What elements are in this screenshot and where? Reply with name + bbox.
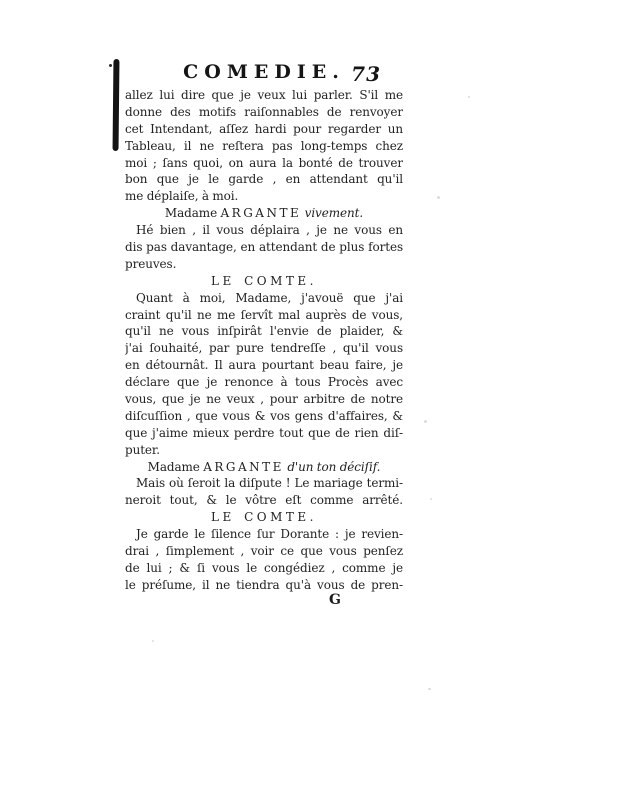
text-segment: bon que je le garde , en attendant qu'il bbox=[125, 172, 403, 187]
text-segment: j'ai ſouhaité, par pure tendreſſe , qu'il vous bbox=[125, 341, 403, 356]
text-segment: diſcuſſion , que vous & vos gens d'affaires, & bbox=[125, 408, 403, 423]
text-line bbox=[125, 560, 403, 577]
text-segment: vivement. bbox=[301, 206, 364, 221]
text-segment: que j'aime mieux perdre tout que de rien diſ- bbox=[125, 425, 403, 440]
text-segment: d'un ton déciſif. bbox=[283, 459, 381, 474]
text-line bbox=[125, 104, 403, 121]
text-segment: ARGANTE bbox=[203, 459, 284, 474]
text-line bbox=[125, 442, 403, 459]
page-number: 73 bbox=[351, 62, 381, 86]
text-segment: craint qu'il ne me ſervît mal auprès de vous, bbox=[125, 307, 403, 322]
ink-spot bbox=[109, 64, 112, 67]
text-line bbox=[125, 273, 403, 290]
running-head bbox=[125, 61, 403, 87]
text-line bbox=[125, 408, 403, 425]
text-line bbox=[125, 239, 403, 256]
text-line bbox=[125, 425, 403, 442]
paper-speck bbox=[430, 498, 432, 500]
text-segment: allez lui dire que je veux lui parler. S'il me bbox=[125, 88, 403, 102]
text-segment: de lui ; & ſi vous le congédiez , comme je bbox=[125, 560, 403, 575]
text-block bbox=[125, 87, 403, 594]
text-segment: neroit tout, & le vôtre eſt comme arrêté. bbox=[125, 493, 403, 508]
text-segment: Quant à moi, Madame, j'avouë que j'ai bbox=[136, 290, 403, 305]
text-line bbox=[125, 121, 403, 138]
text-segment: Je garde le ſilence ſur Dorante : je revien- bbox=[136, 527, 403, 542]
text-segment: Hé bien , il vous déplaira , je ne vous en bbox=[136, 223, 403, 238]
paper-speck bbox=[424, 420, 427, 423]
paper-speck bbox=[152, 640, 154, 642]
text-segment: puter. bbox=[125, 442, 160, 457]
text-line bbox=[125, 459, 403, 476]
text-segment: en détournât. Il aura pourtant beau faire, je bbox=[125, 358, 403, 373]
paper-speck bbox=[437, 196, 440, 199]
text-segment: dis pas davantage, en attendant de plus fortes bbox=[125, 240, 403, 255]
text-segment: LE COMTE. bbox=[211, 273, 317, 288]
text-line bbox=[125, 475, 403, 492]
text-line bbox=[125, 509, 403, 526]
text-line bbox=[125, 256, 403, 273]
text-segment: Madame bbox=[147, 459, 204, 474]
text-line bbox=[125, 492, 403, 509]
text-line bbox=[125, 290, 403, 307]
text-line bbox=[125, 155, 403, 172]
text-segment: cet Intendant, aſſez hardi pour regarder un bbox=[125, 121, 403, 136]
text-line bbox=[125, 188, 403, 205]
text-line bbox=[125, 357, 403, 374]
text-line bbox=[125, 543, 403, 560]
text-line bbox=[125, 526, 403, 543]
text-segment: déclare que je renonce à tous Procès avec bbox=[125, 375, 403, 390]
text-line bbox=[125, 323, 403, 340]
text-segment: Tableau, il ne reſtera pas long-temps chez bbox=[125, 138, 403, 153]
text-segment: Mais où ſeroit la diſpute ! Le mariage termi- bbox=[136, 476, 403, 491]
text-line bbox=[125, 87, 403, 104]
text-segment: me déplaiſe, à moi. bbox=[125, 189, 239, 204]
paper-speck bbox=[428, 688, 431, 690]
text-segment: le préſume, il ne tiendra qu'à vous de pren- bbox=[125, 577, 403, 592]
running-title: COMEDIE. bbox=[183, 61, 345, 83]
margin-ink-stroke bbox=[113, 59, 120, 151]
text-segment: ARGANTE bbox=[220, 206, 302, 221]
text-segment: Madame bbox=[164, 206, 221, 221]
text-line bbox=[125, 171, 403, 188]
text-segment: vous, que je ne veux , pour arbitre de notre bbox=[125, 392, 403, 407]
text-line bbox=[125, 340, 403, 357]
signature-mark: G bbox=[329, 592, 341, 608]
text-segment: drai , ſimplement , voir ce que vous penſez bbox=[125, 544, 403, 559]
text-segment: qu'il ne vous inſpirât l'envie de plaider, & bbox=[125, 324, 403, 339]
text-line bbox=[125, 391, 403, 408]
text-line bbox=[125, 205, 403, 222]
text-line bbox=[125, 577, 403, 594]
text-segment: LE COMTE. bbox=[211, 510, 317, 525]
paper-speck bbox=[468, 96, 470, 98]
text-line bbox=[125, 222, 403, 239]
text-segment: preuves. bbox=[125, 256, 177, 271]
text-line bbox=[125, 307, 403, 324]
text-line bbox=[125, 374, 403, 391]
text-segment: donne des motifs raiſonnables de renvoyer bbox=[125, 104, 403, 119]
text-segment: moi ; ſans quoi, on aura la bonté de trouver bbox=[125, 155, 403, 170]
text-line bbox=[125, 138, 403, 155]
